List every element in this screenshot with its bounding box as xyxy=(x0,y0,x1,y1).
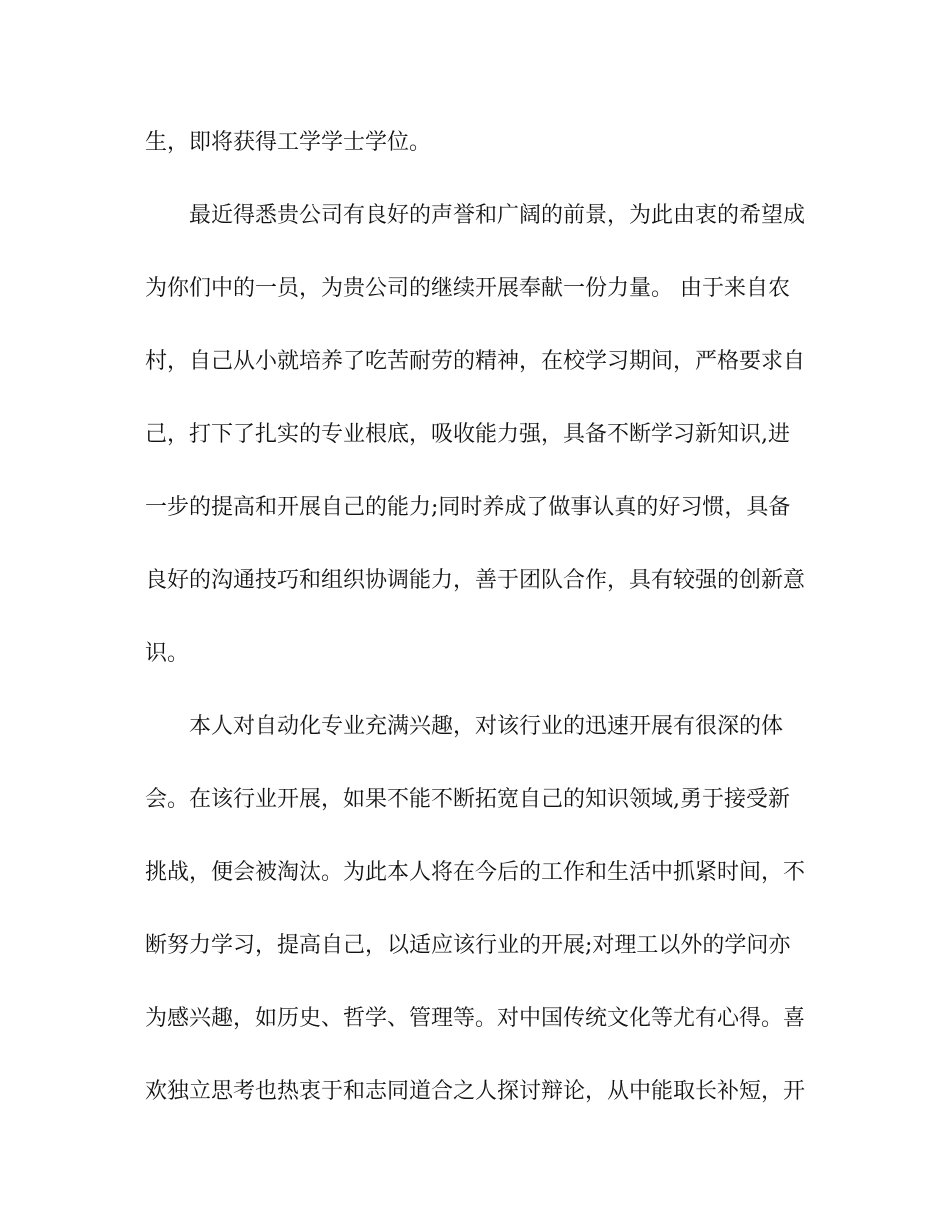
text-line: 为感兴趣，如历史、哲学、管理等。对中国传统文化等尤有心得。喜 xyxy=(145,1006,805,1031)
text-line: 为你们中的一员，为贵公司的继续开展奉献一份力量。 由于来自农 xyxy=(145,276,790,301)
text-line: 己，打下了扎实的专业根底，吸收能力强，具备不断学习新知识,进 xyxy=(145,422,790,447)
text-line: 生，即将获得工学学士学位。 xyxy=(145,130,432,155)
text-line: 村，自己从小就培养了吃苦耐劳的精神，在校学习期间，严格要求自 xyxy=(145,349,805,374)
text-line: 一步的提高和开展自己的能力;同时养成了做事认真的好习惯，具备 xyxy=(145,495,791,520)
paragraph-start-line: 本人对自动化专业充满兴趣，对该行业的迅速开展有很深的体 xyxy=(189,714,784,739)
text-line: 挑战，便会被淘汰。为此本人将在今后的工作和生活中抓紧时间，不 xyxy=(145,860,805,885)
text-line: 会。在该行业开展，如果不能不断拓宽自己的知识领域,勇于接受新 xyxy=(145,787,790,812)
text-line: 断努力学习，提高自己，以适应该行业的开展;对理工以外的学问亦 xyxy=(145,933,791,958)
paragraph-start-line: 最近得悉贵公司有良好的声誉和广阔的前景，为此由衷的希望成 xyxy=(189,203,805,228)
body-text xyxy=(145,113,805,1135)
text-line: 良好的沟通技巧和组织协调能力，善于团队合作，具有较强的创新意 xyxy=(145,568,805,593)
text-line: 识。 xyxy=(145,641,190,666)
text-line: 欢独立思考也热衷于和志同道合之人探讨辩论，从中能取长补短，开 xyxy=(145,1079,805,1104)
